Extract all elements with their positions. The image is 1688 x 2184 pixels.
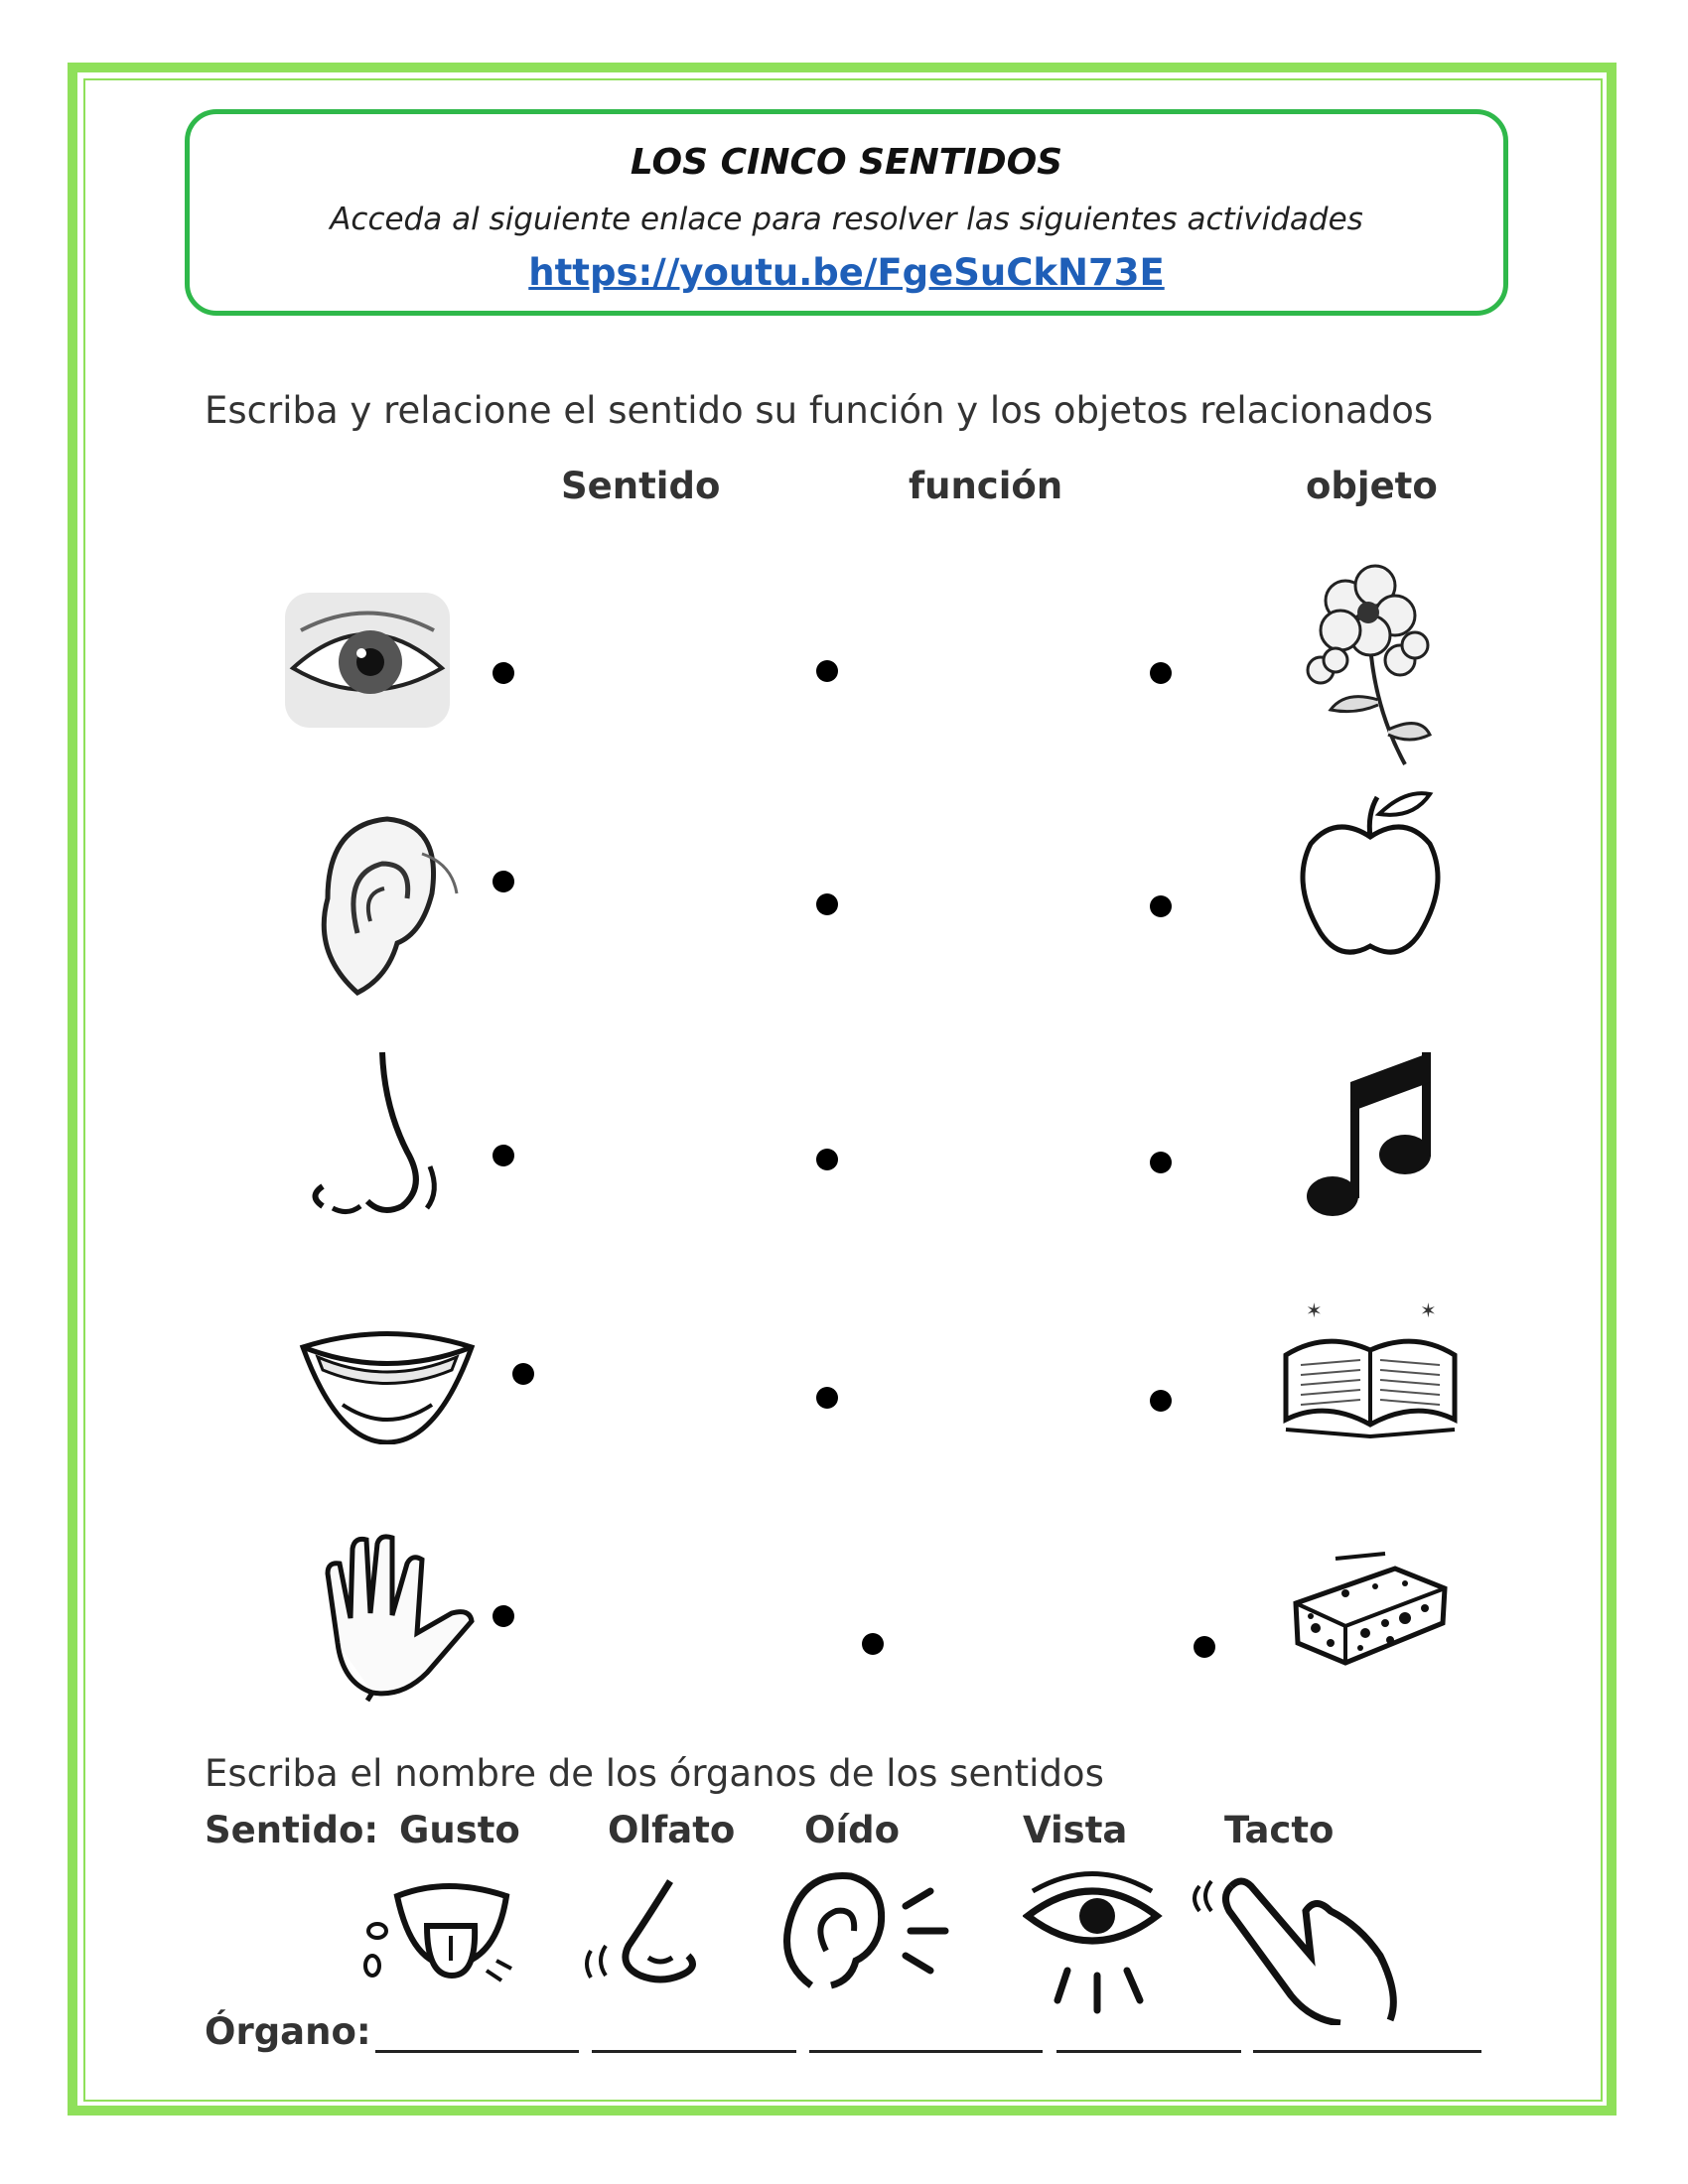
dot-objeto-4[interactable] bbox=[1150, 1390, 1172, 1412]
dot-sentido-4[interactable] bbox=[512, 1363, 534, 1385]
sight-eye-icon bbox=[1023, 1866, 1167, 2015]
sense-tacto: Tacto bbox=[1224, 1809, 1335, 1851]
dot-sentido-3[interactable] bbox=[492, 1145, 514, 1166]
column-header-objeto: objeto bbox=[1306, 465, 1438, 507]
organ-blank-2[interactable] bbox=[592, 2050, 796, 2053]
organ-blank-3[interactable] bbox=[809, 2050, 1043, 2053]
dot-funcion-2[interactable] bbox=[816, 893, 838, 915]
sponge-icon bbox=[1286, 1549, 1455, 1678]
sense-oido: Oído bbox=[804, 1809, 901, 1851]
activity2-instruction: Escriba el nombre de los órganos de los sentidos bbox=[205, 1752, 1104, 1795]
dot-funcion-1[interactable] bbox=[816, 660, 838, 682]
dot-objeto-5[interactable] bbox=[1194, 1636, 1215, 1658]
sense-vista: Vista bbox=[1023, 1809, 1128, 1851]
apple-icon bbox=[1296, 789, 1445, 968]
sense-gusto: Gusto bbox=[399, 1809, 520, 1851]
column-header-sentido: Sentido bbox=[561, 465, 721, 507]
book-icon bbox=[1281, 1296, 1460, 1444]
mouth-icon bbox=[298, 1325, 477, 1444]
dot-funcion-3[interactable] bbox=[816, 1149, 838, 1170]
hearing-ear-icon bbox=[776, 1866, 955, 1995]
organ-blank-5[interactable] bbox=[1253, 2050, 1481, 2053]
tongue-icon bbox=[348, 1881, 521, 1990]
page-title: LOS CINCO SENTIDOS bbox=[630, 142, 1063, 183]
touch-hand-icon bbox=[1192, 1866, 1410, 2025]
dot-sentido-1[interactable] bbox=[492, 662, 514, 684]
dot-funcion-4[interactable] bbox=[816, 1387, 838, 1409]
nose-icon bbox=[303, 1047, 452, 1221]
smell-nose-icon bbox=[581, 1876, 715, 1990]
dot-sentido-5[interactable] bbox=[492, 1605, 514, 1627]
dot-objeto-2[interactable] bbox=[1150, 895, 1172, 917]
organ-blank-4[interactable] bbox=[1056, 2050, 1241, 2053]
activity1-instruction: Escriba y relacione el sentido su función y los objetos relacionados bbox=[205, 389, 1434, 432]
dot-sentido-2[interactable] bbox=[492, 871, 514, 892]
sense-label: Sentido: bbox=[205, 1809, 379, 1851]
dot-objeto-1[interactable] bbox=[1150, 662, 1172, 684]
hand-icon bbox=[313, 1534, 492, 1703]
svg-text:✶: ✶ bbox=[1420, 1298, 1437, 1322]
ear-icon bbox=[303, 804, 462, 1003]
organ-blank-1[interactable] bbox=[375, 2050, 579, 2053]
header-subtitle: Acceda al siguiente enlace para resolver las siguientes actividades bbox=[330, 202, 1363, 237]
svg-text:✶: ✶ bbox=[1306, 1298, 1323, 1322]
column-header-funcion: función bbox=[909, 465, 1063, 507]
video-link[interactable]: https://youtu.be/FgeSuCkN73E bbox=[528, 251, 1165, 294]
music-note-icon bbox=[1301, 1047, 1440, 1226]
dot-funcion-5[interactable] bbox=[862, 1633, 884, 1655]
sense-olfato: Olfato bbox=[608, 1809, 736, 1851]
eye-icon bbox=[283, 591, 452, 730]
dot-objeto-3[interactable] bbox=[1150, 1152, 1172, 1173]
flower-icon bbox=[1301, 541, 1440, 769]
organ-label: Órgano: bbox=[205, 2010, 371, 2053]
header-box bbox=[185, 109, 1508, 316]
